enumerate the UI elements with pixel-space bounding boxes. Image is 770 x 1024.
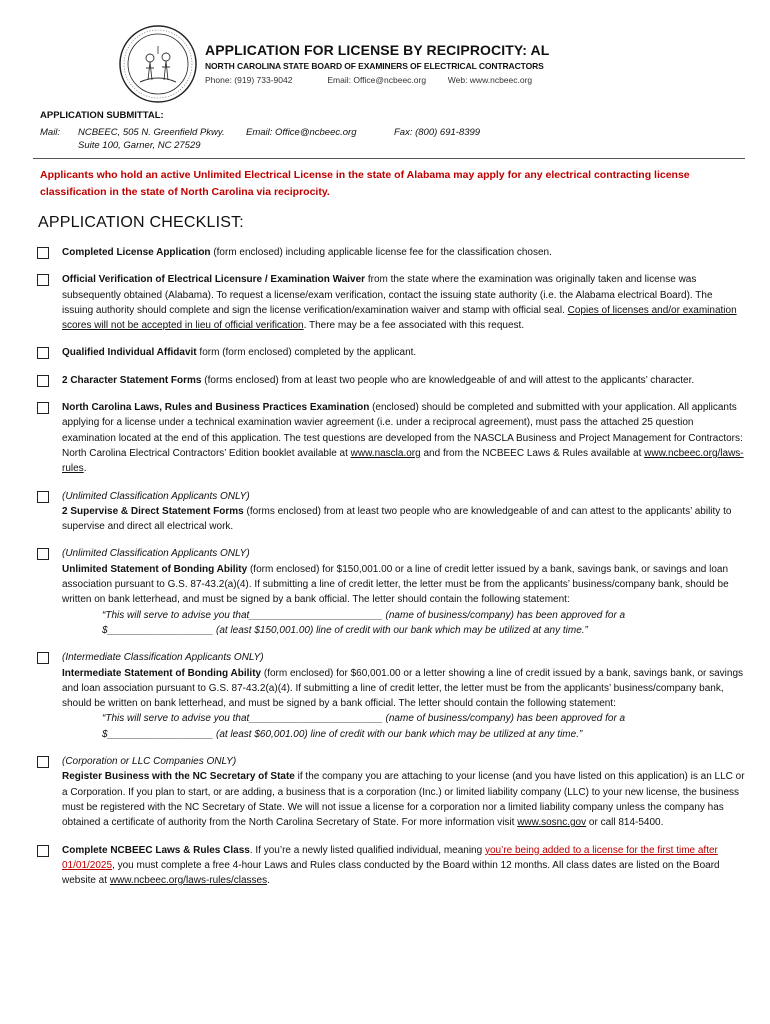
statement-quote-line2: $___________________ (at least $60,001.00) line of credit with our bank which may be utilized at any time.”: [102, 728, 583, 740]
item-heading: Intermediate Statement of Bonding Ability: [62, 667, 262, 679]
header-phone: Phone: (919) 733-9042: [205, 75, 293, 85]
item-note: (Intermediate Classification Applicants ONLY): [62, 652, 264, 664]
item-text: if the company you are attaching to your license (and you have listed on this application) is an LLC or a Corporation. If you plan to start, or are adding, a business that is a corporation (Inc.) or limited liability company (LLC) to your new license, the business must be registered with the NC Secretary of State. We will not issue a license for a corporation nor a limited liability company unless the company has obtained a certificate of authority from the North Carolina Secretary of State. For more information visit: [62, 771, 745, 829]
submittal-row: [40, 127, 480, 138]
sosnc-link[interactable]: www.sosnc.gov: [517, 817, 587, 829]
submittal-email: Email: Office@ncbeec.org: [246, 127, 357, 138]
nc-state-seal-icon: [118, 24, 198, 104]
item-text-tail: .: [83, 463, 87, 475]
item-text: (enclosed) should be completed and submitted with your application. All applicants applying for a license under a technical examination wavier agreement (i.e. under a reciprocal agreement), must pass the attached 25 question examination located at the end of this application. The test questions are developed from the NASCLA Business and Project Management for Contractors: North Carolina Electrical Contractors’ Edition booklet available at: [62, 402, 743, 459]
mail-line1: NCBEEC, 505 N. Greenfield Pkwy.: [78, 127, 225, 138]
item-heading: North Carolina Laws, Rules and Business Practices Examination: [62, 402, 370, 414]
item-text-tail: or call 814-5400.: [586, 817, 664, 829]
item-note: (Unlimited Classification Applicants ONLY): [62, 490, 250, 502]
submittal-title: APPLICATION SUBMITTAL:: [40, 110, 164, 121]
item-text: (form enclosed) including applicable license fee for the classification chosen.: [210, 247, 552, 258]
checklist-item: [37, 272, 745, 333]
item-text: . If you’re a newly listed qualified individual, meaning: [249, 844, 485, 856]
item-heading: Complete NCBEEC Laws & Rules Class: [62, 844, 250, 856]
application-submittal: [40, 110, 480, 151]
item-heading: Unlimited Statement of Bonding Ability: [62, 563, 248, 575]
item-text-mid: and from the NCBEEC Laws & Rules available at: [420, 447, 645, 459]
checkbox[interactable]: [37, 652, 49, 664]
checklist-item: [37, 546, 745, 638]
item-text-tail: .: [267, 875, 270, 887]
checklist-item: [37, 650, 745, 742]
item-heading: 2 Character Statement Forms: [62, 374, 202, 386]
checkbox[interactable]: [37, 375, 49, 387]
checkbox[interactable]: [37, 548, 49, 560]
checklist-item: [37, 400, 745, 476]
checkbox[interactable]: [37, 491, 49, 503]
item-text: (form enclosed) for $60,001.00 or a letter showing a line of credit issued by a bank, savings bank, or savings and loan association pursuant to G.S. 87-43.2(a)(4). If submitting a line of credit letter, the letter must be from the applicants’ business/company bank, should be written on bank letterhead, and must be signed by a bank official. The letter should contain the following statement:: [62, 667, 744, 710]
item-text: (form enclosed) for $150,001.00 or a line of credit letter issued by a bank, savings bank, or savings and loan association pursuant to G.S. 87-43.2(a)(4). If submitting a line of credit letter, the letter must be from the applicants’ business/company bank, should be written on bank letterhead, and must be signed by a bank official. The letter should contain the following statement:: [62, 563, 729, 606]
header-email: Email: Office@ncbeec.org: [327, 75, 427, 85]
laws-rules-link[interactable]: www.ncbeec.org/laws-rules: [62, 447, 744, 475]
checkbox[interactable]: [37, 247, 49, 259]
nascla-link[interactable]: www.nascla.org: [350, 447, 421, 459]
item-text: from the state where the examination was originally taken and license was subsequently obtained (Alabama). To request a license/exam verification, contact the issuing state authority (i.e. the Alabama electrical Board). The issuing authority should complete and sign the license verification/examination waiver and stamp with official seal.: [62, 274, 713, 316]
contact-line: [205, 75, 745, 85]
item-heading: Qualified Individual Affidavit: [62, 347, 197, 359]
mail-line2: Suite 100, Garner, NC 27529: [78, 140, 201, 151]
statement-quote-line1: “This will serve to advise you that________________________ (name of business/company) has been approved for a: [102, 713, 626, 725]
header: [205, 42, 745, 85]
board-name: NORTH CAROLINA STATE BOARD OF EXAMINERS OF ELECTRICAL CONTRACTORS: [205, 61, 544, 71]
checklist-item: [37, 345, 745, 360]
reciprocity-notice: Applicants who hold an active Unlimited Electrical License in the state of Alabama may apply for any electrical contracting license classification in the state of North Carolina via reciprocity.: [40, 169, 690, 198]
checklist-item: [37, 843, 745, 889]
item-red-highlight: you’re being added to a license for the first time after 01/01/2025: [62, 844, 718, 871]
checklist-item: [37, 373, 745, 388]
item-note: (Unlimited Classification Applicants ONLY): [62, 548, 250, 560]
page-title: APPLICATION FOR LICENSE BY RECIPROCITY: AL: [205, 42, 550, 58]
checkbox[interactable]: [37, 347, 49, 359]
item-heading: Completed License Application: [62, 247, 211, 258]
classes-link[interactable]: www.ncbeec.org/laws-rules/classes: [109, 875, 268, 887]
header-web: Web: www.ncbeec.org: [447, 75, 533, 85]
checkbox[interactable]: [37, 845, 49, 857]
item-underline-text: Copies of licenses and/or examination scores will not be accepted in lieu of official verification: [62, 304, 737, 332]
checkbox[interactable]: [37, 756, 49, 768]
divider: [33, 158, 745, 159]
item-text: (forms enclosed) from at least two people who are knowledgeable of and can attest to the applicants’ ability to supervise and direct all electrical work.: [62, 505, 732, 533]
checklist-item: [37, 245, 745, 260]
mail-label: Mail:: [40, 127, 61, 138]
statement-quote-line2: $___________________ (at least $150,001.00) line of credit with our bank which may be utilized at any time.”: [102, 624, 588, 636]
checkbox[interactable]: [37, 402, 49, 414]
submittal-fax: Fax: (800) 691-8399: [394, 127, 481, 138]
checklist-title: APPLICATION CHECKLIST:: [38, 214, 244, 231]
checklist-item: [37, 754, 745, 830]
checkbox[interactable]: [37, 274, 49, 286]
item-heading: Register Business with the NC Secretary of State: [62, 771, 295, 783]
checklist: [37, 245, 745, 888]
item-note: (Corporation or LLC Companies ONLY): [62, 756, 237, 768]
statement-quote-line1: “This will serve to advise you that________________________ (name of business/company) has been approved for a: [102, 609, 626, 621]
item-heading: Official Verification of Electrical Licensure / Examination Waiver: [62, 274, 366, 286]
item-text-tail: . There may be a fee associated with this request.: [303, 320, 525, 332]
checklist-item: [37, 489, 745, 535]
item-heading: 2 Supervise & Direct Statement Forms: [62, 505, 244, 517]
item-text: form (form enclosed) completed by the applicant.: [196, 347, 417, 359]
item-text: (forms enclosed) from at least two people who are knowledgeable of and will attest to the applicants’ character.: [201, 374, 695, 386]
item-text-mid: , you must complete a free 4-hour Laws and Rules class conducted by the Board within 12 months. All class dates are listed on the Board website at: [62, 859, 720, 887]
